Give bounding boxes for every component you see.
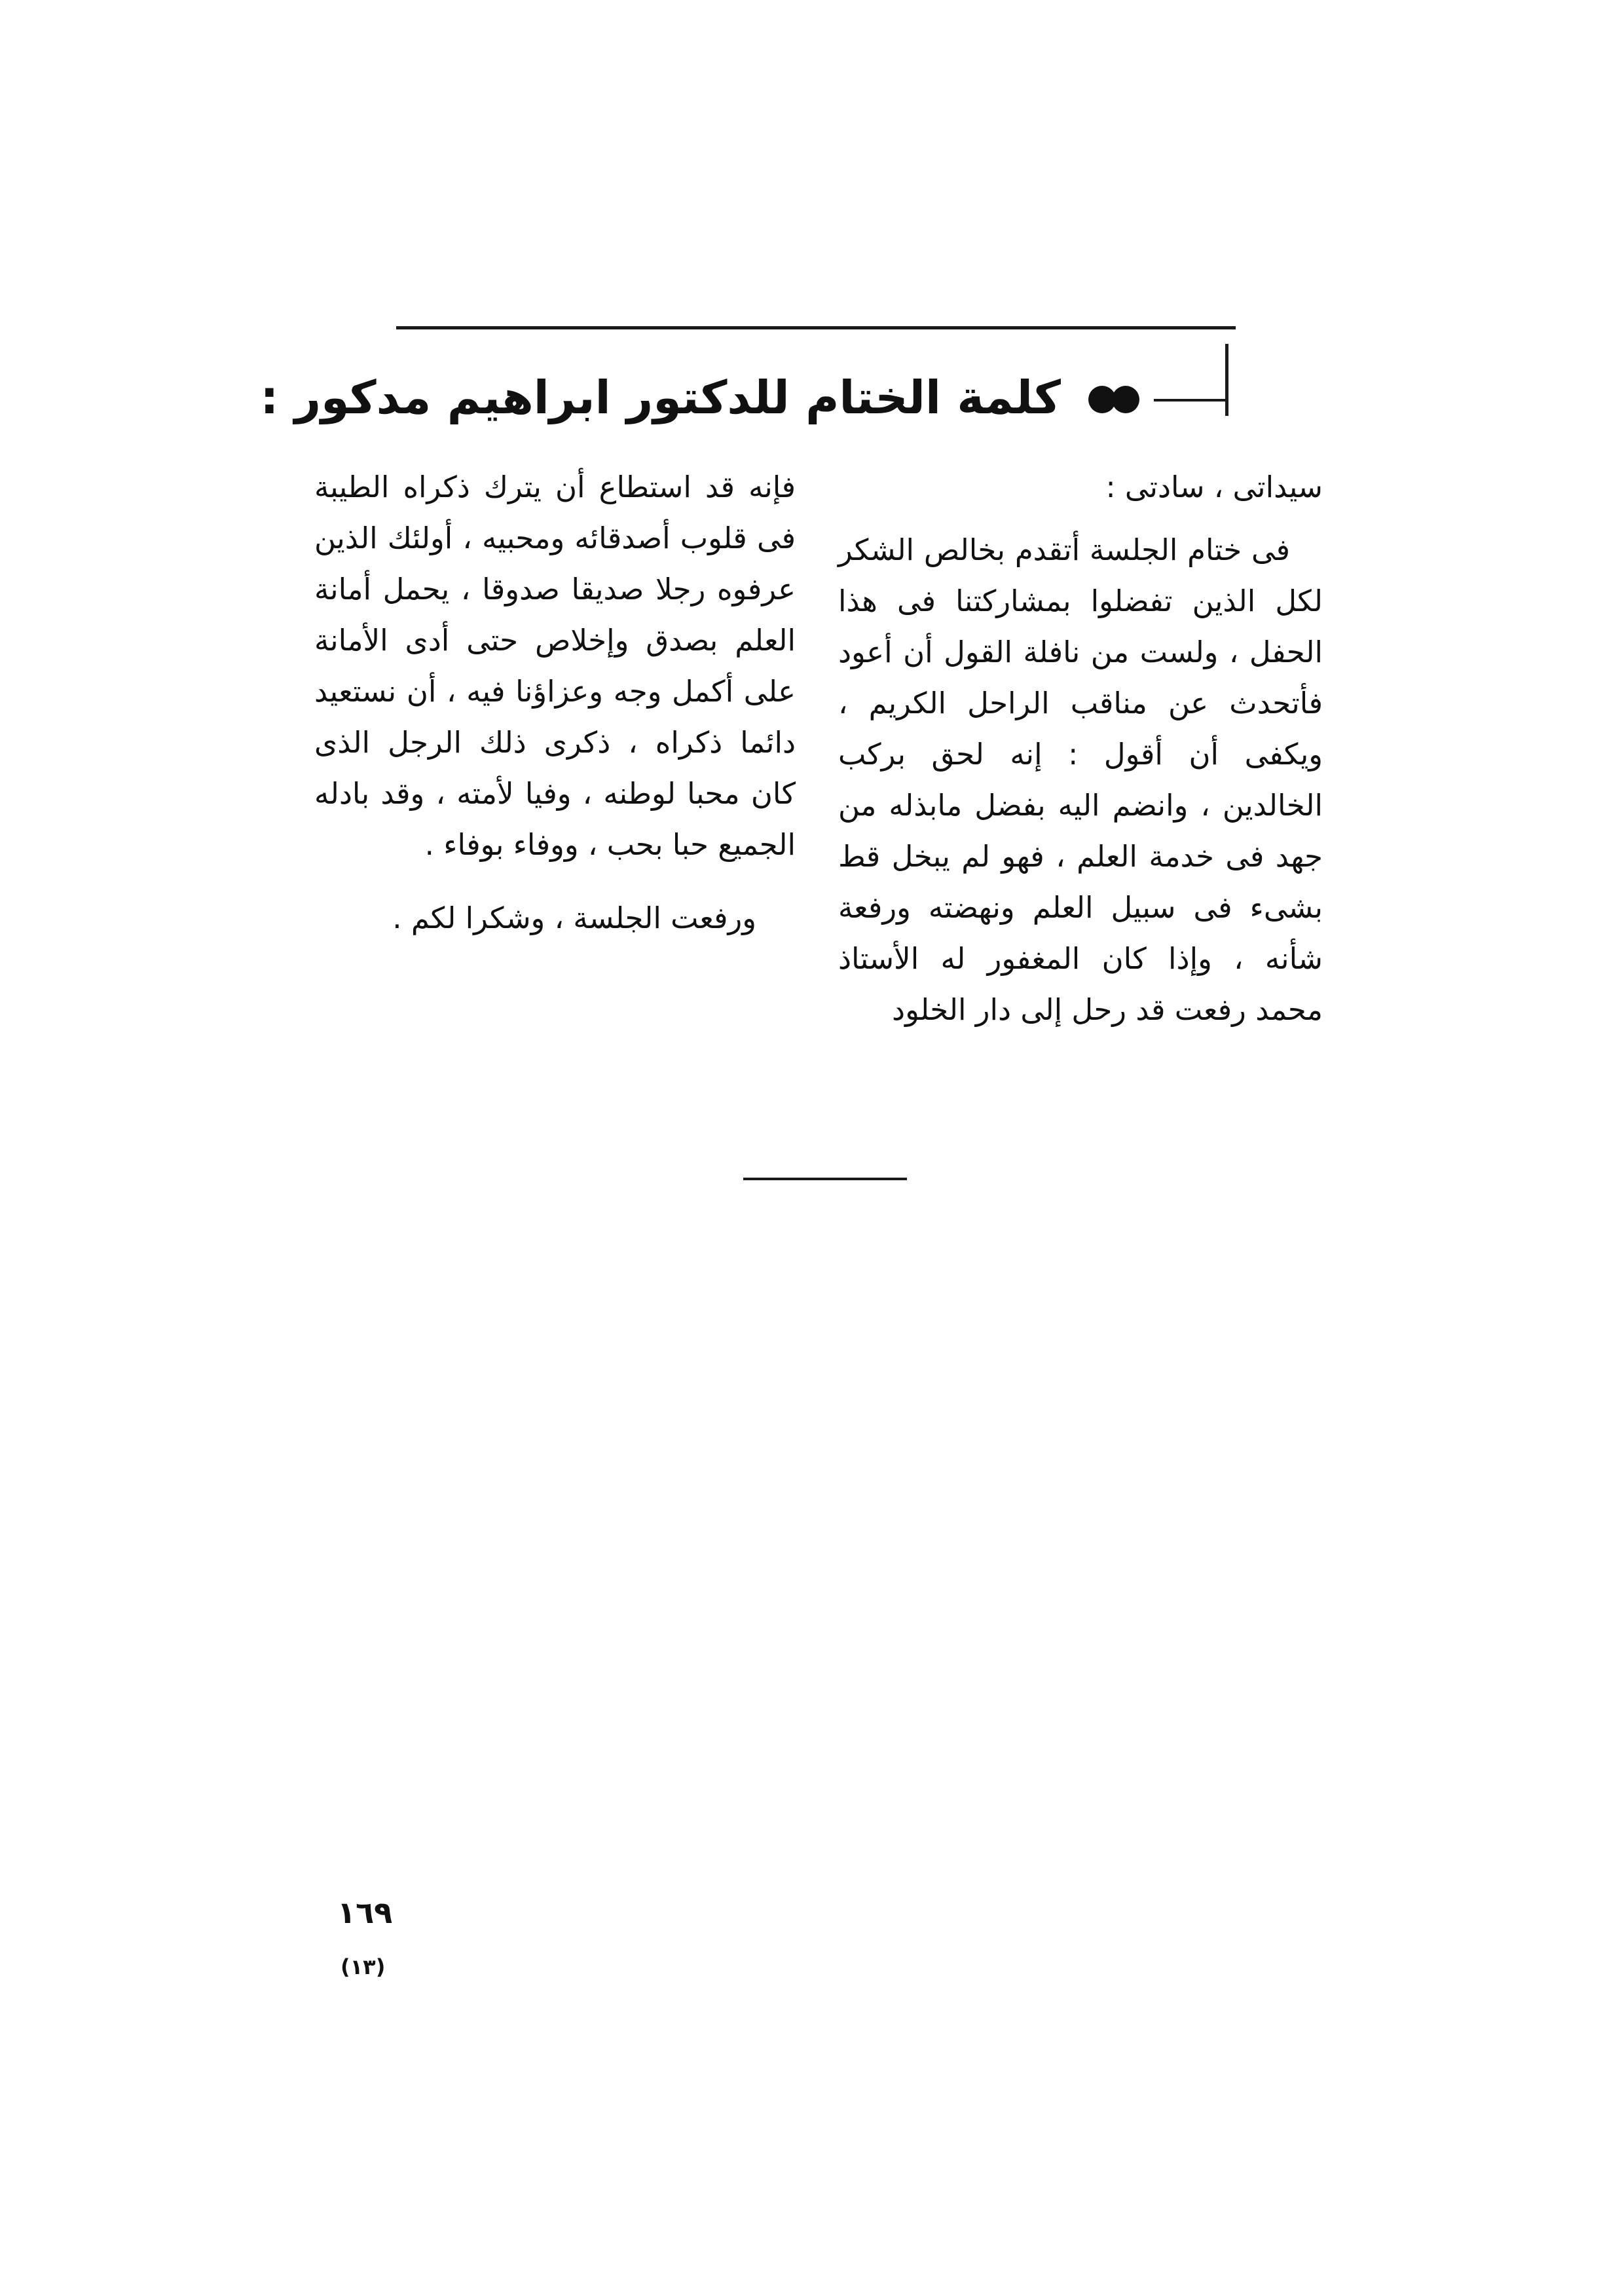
double-dot-bullet-icon <box>1087 386 1139 413</box>
header-bracket-horizontal <box>1154 399 1226 401</box>
page-number: ١٦٩ <box>337 1895 393 1930</box>
salutation: سيداتى ، سادتى : <box>1105 470 1323 504</box>
left-text-column <box>314 462 796 944</box>
header-bracket-vertical <box>1225 344 1228 416</box>
bullet-dot <box>1112 386 1139 413</box>
end-rule <box>743 1178 907 1180</box>
top-rule <box>396 326 1236 329</box>
section-header <box>260 337 1244 436</box>
left-body-paragraph: فإنه قد استطاع أن يترك ذكراه الطيبة فى قلوب أصدقائه ومحبيه ، أولئك الذين عرفوه رجلا صديقا صدوقا ، يحمل أمانة العلم بصدق وإخلاص حتى أدى الأمانة على أكمل وجه وعزاؤنا فيه ، أن نستعيد دائما ذكراه ، ذكرى ذلك الرجل الذى كان محبا لوطنه ، وفيا لأمته ، وقد بادله الجميع حبا بحب ، ووفاء بوفاء . <box>314 470 796 862</box>
page-title: كلمة الختام للدكتور ابراهيم مدكور : <box>260 371 1061 424</box>
signature-mark: (١٣) <box>341 1954 386 1979</box>
right-body-paragraph: فى ختام الجلسة أتقدم بخالص الشكر لكل الذين تفضلوا بمشاركتنا فى هذا الحفل ، ولست من نافلة القول أن أعود فأتحدث عن مناقب الراحل الكريم ، ويكفى أن أقول : إنه لحق بركب الخالدين ، وانضم اليه بفضل مابذله من جهد فى خدمة العلم ، فهو لم يبخل قط بشىء فى سبيل العلم ونهضته ورفعة شأنه ، وإذا كان المغفور له الأستاذ محمد رفعت قد رحل إلى دار الخلود <box>838 532 1323 1027</box>
right-text-column <box>838 462 1323 1036</box>
closing-line: ورفعت الجلسة ، وشكرا لكم . <box>392 901 756 935</box>
bullet-dot <box>1088 386 1116 413</box>
